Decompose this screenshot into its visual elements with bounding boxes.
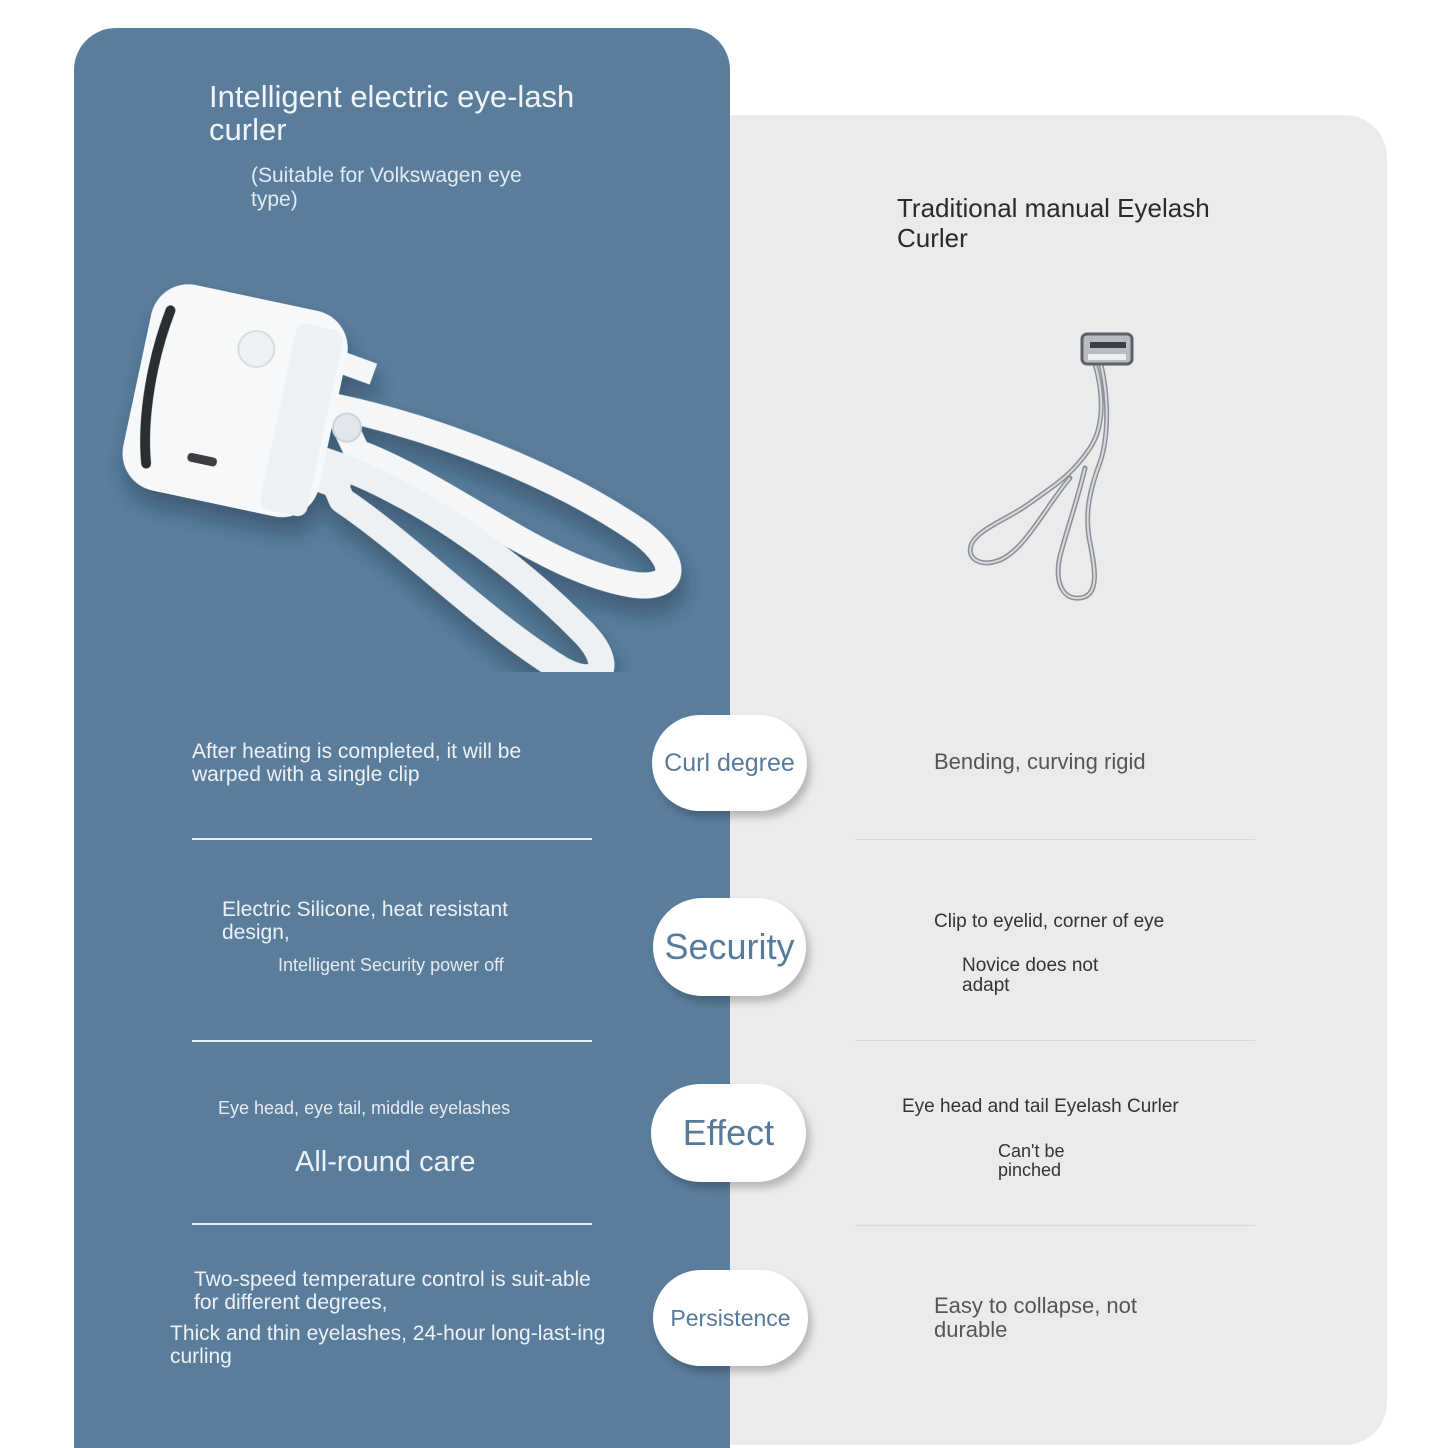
electric-effect-highlight: All-round care	[295, 1146, 476, 1178]
electric-persistence-text: Two-speed temperature control is suit-able for different degrees,	[194, 1268, 591, 1314]
effect-label	[651, 1084, 806, 1182]
manual-title: Traditional manual Eyelash Curler	[897, 193, 1210, 253]
manual-security-text: Clip to eyelid, corner of eye	[934, 911, 1165, 932]
manual-effect-subtext: Can't be pinched	[998, 1141, 1065, 1180]
manual-security-subtext: Novice does not adapt	[962, 955, 1099, 996]
divider	[192, 838, 592, 840]
divider	[855, 839, 1255, 840]
persistence-text: Persistence	[670, 1304, 791, 1331]
manual-curl-text: Bending, curving rigid	[934, 749, 1146, 774]
divider	[855, 1040, 1255, 1041]
divider	[192, 1223, 592, 1225]
security-text: Security	[664, 926, 795, 967]
curl-degree-text: Curl degree	[664, 748, 795, 777]
curl-degree-label	[652, 715, 807, 811]
security-label	[653, 898, 806, 996]
electric-security-subtext: Intelligent Security power off	[278, 955, 504, 975]
electric-effect-text: Eye head, eye tail, middle eyelashes	[218, 1098, 511, 1118]
electric-curl-text: After heating is completed, it will be warped with a single clip	[192, 740, 522, 786]
divider	[192, 1040, 592, 1042]
manual-persistence-text: Easy to collapse, not durable	[934, 1293, 1138, 1342]
electric-subtitle: (Suitable for Volkswagen eye type)	[251, 164, 522, 211]
divider	[855, 1225, 1255, 1226]
manual-effect-text: Eye head and tail Eyelash Curler	[902, 1096, 1179, 1117]
electric-title: Intelligent electric eye-lash curler	[209, 79, 575, 147]
effect-text: Effect	[682, 1112, 775, 1153]
electric-security-text: Electric Silicone, heat resistant design,	[222, 898, 508, 944]
electric-persistence-subtext: Thick and thin eyelashes, 24-hour long-last-ing curling	[170, 1322, 606, 1368]
electric-panel	[74, 28, 730, 1448]
electric-curler-image	[95, 262, 705, 672]
persistence-label	[653, 1270, 808, 1366]
manual-curler-image	[960, 328, 1150, 613]
